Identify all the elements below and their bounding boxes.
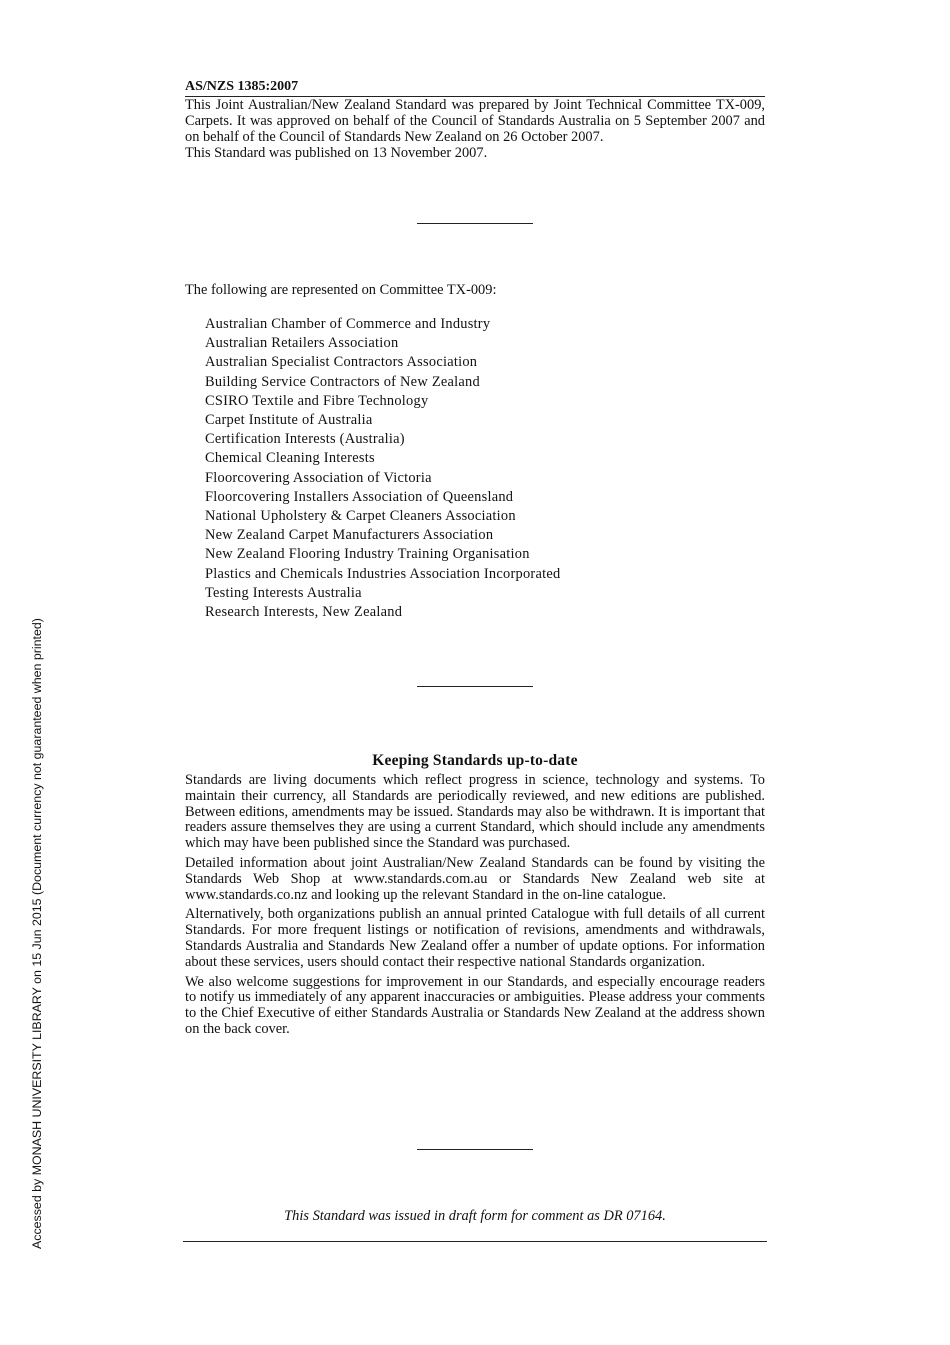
committee-member: New Zealand Flooring Industry Training Organisation — [205, 546, 530, 563]
committee-member: Testing Interests Australia — [205, 584, 362, 601]
publication-date-text: This Standard was published on 13 November 2007. — [185, 145, 488, 161]
body-paragraph: We also welcome suggestions for improvement in our Standards, and especially encourage readers to notify us immediately of any apparent inaccuracies or ambiguities. Please address your comments to the Chief Executive of either Standards Australia or Standards New Zealand at the address shown on the back cover. — [185, 973, 765, 1037]
section-divider — [417, 223, 533, 224]
preparation-paragraph: This Joint Australian/New Zealand Standard was prepared by Joint Technical Committee TX-009, Carpets. It was approved on behalf of the Council of Standards Australia on 5 September 2007 and on behalf of the Council of Standards New Zealand on 26 October 2007. — [185, 97, 765, 145]
body-paragraph: Alternatively, both organizations publish an annual printed Catalogue with full details of all current Standards. For more frequent listings or notification of revisions, amendments and withdrawals, Standards Australia and Standards New Zealand offer a number of update options. For information about these services, users should contact their respective national Standards organization. — [185, 906, 765, 970]
committee-member-list — [205, 315, 560, 622]
committee-member: CSIRO Textile and Fibre Technology — [205, 392, 429, 409]
committee-member: Floorcovering Installers Association of Queensland — [205, 488, 514, 505]
access-watermark-text: Accessed by MONASH UNIVERSITY LIBRARY on 15 Jun 2015 (Document currency not guaranteed when printed) — [30, 618, 44, 1249]
committee-member: National Upholstery & Carpet Cleaners Association — [205, 508, 516, 525]
standard-identifier: AS/NZS 1385:2007 — [185, 78, 765, 97]
committee-member: Carpet Institute of Australia — [205, 412, 373, 429]
footer-rule — [183, 1241, 767, 1242]
page-content — [185, 78, 765, 1224]
body-paragraph: Standards are living documents which reflect progress in science, technology and systems. To maintain their currency, all Standards are periodically reviewed, and new editions are published. Between editions, amendments may be issued. Standards may also be withdrawn. It is important that readers assure themselves they are using a current Standard, which should include any amendments which may have been published since the Standard was purchased. — [185, 772, 765, 852]
committee-member: Certification Interests (Australia) — [205, 431, 405, 448]
draft-note: This Standard was issued in draft form for comment as DR 07164. — [284, 1208, 666, 1224]
section-divider — [417, 686, 533, 687]
section-divider — [417, 1149, 533, 1150]
committee-member: Floorcovering Association of Victoria — [205, 469, 432, 486]
committee-member: Australian Specialist Contractors Association — [205, 354, 478, 371]
committee-member: Australian Chamber of Commerce and Industry — [205, 316, 491, 332]
keeping-standards-section — [185, 751, 765, 1042]
committee-member: Plastics and Chemicals Industries Association Incorporated — [205, 565, 561, 582]
section-heading: Keeping Standards up-to-date — [372, 752, 578, 769]
committee-member: New Zealand Carpet Manufacturers Association — [205, 527, 494, 544]
committee-member: Australian Retailers Association — [205, 335, 399, 352]
committee-intro: The following are represented on Committee TX-009: — [185, 282, 497, 298]
body-paragraph: Detailed information about joint Australian/New Zealand Standards can be found by visiting the Standards Web Shop at www.standards.com.au or Standards New Zealand web site at www.standards.co.nz and looking up the relevant Standard in the on-line catalogue. — [185, 854, 765, 903]
committee-member: Building Service Contractors of New Zealand — [205, 373, 480, 390]
committee-member: Research Interests, New Zealand — [205, 604, 403, 621]
committee-member: Chemical Cleaning Interests — [205, 450, 375, 467]
